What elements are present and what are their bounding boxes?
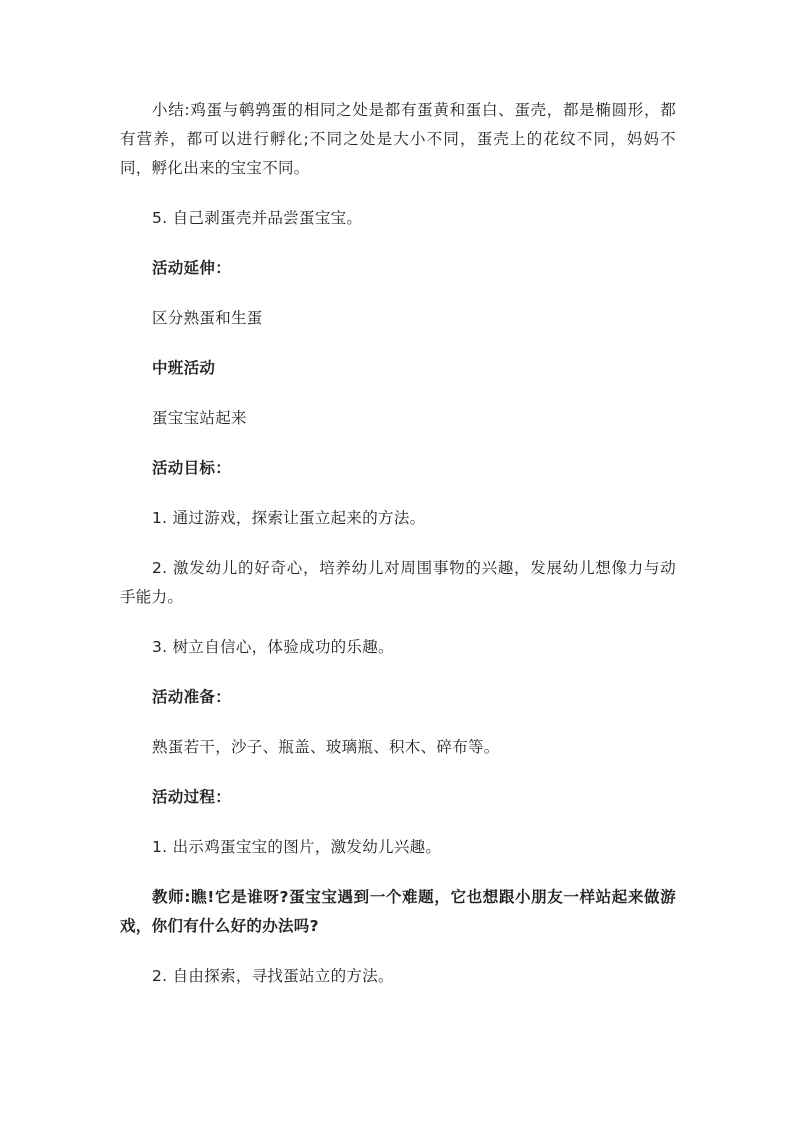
teacher-dialogue-paragraph: 教师:瞧!它是谁呀?蛋宝宝遇到一个难题，它也想跟小朋友一样站起来做游戏，你们有什么好的办法吗? bbox=[120, 888, 676, 935]
activity-title: 蛋宝宝站起来 bbox=[152, 409, 247, 427]
goal-2-paragraph: 2. 激发幼儿的好奇心，培养幼儿对周围事物的兴趣，发展幼儿想像力与动手能力。 bbox=[120, 559, 676, 606]
extension-paragraph: 区分熟蛋和生蛋 bbox=[152, 309, 263, 327]
goals-heading: 活动目标： bbox=[152, 459, 232, 477]
class-heading: 中班活动 bbox=[152, 359, 216, 377]
goal-1-paragraph: 1. 通过游戏，探索让蛋立起来的方法。 bbox=[152, 509, 426, 527]
extension-heading: 活动延伸： bbox=[152, 259, 232, 277]
process-step-1-paragraph: 1. 出示鸡蛋宝宝的图片，激发幼儿兴趣。 bbox=[152, 838, 442, 856]
summary-paragraph: 小结:鸡蛋与鹌鹑蛋的相同之处是都有蛋黄和蛋白、蛋壳，都是椭圆形，都有营养，都可以进行孵化;不同之处是大小不同，蛋壳上的花纹不同，妈妈不同，孵化出来的宝宝不同。 bbox=[120, 101, 676, 177]
process-heading: 活动过程： bbox=[152, 788, 232, 806]
preparation-paragraph: 熟蛋若干，沙子、瓶盖、玻璃瓶、积木、碎布等。 bbox=[152, 738, 500, 756]
step-5-paragraph: 5. 自己剥蛋壳并品尝蛋宝宝。 bbox=[152, 209, 363, 227]
goal-3-paragraph: 3. 树立自信心，体验成功的乐趣。 bbox=[152, 638, 394, 656]
document-page bbox=[120, 96, 676, 991]
preparation-heading: 活动准备： bbox=[152, 688, 232, 706]
process-step-2-paragraph: 2. 自由探索，寻找蛋站立的方法。 bbox=[152, 967, 394, 985]
